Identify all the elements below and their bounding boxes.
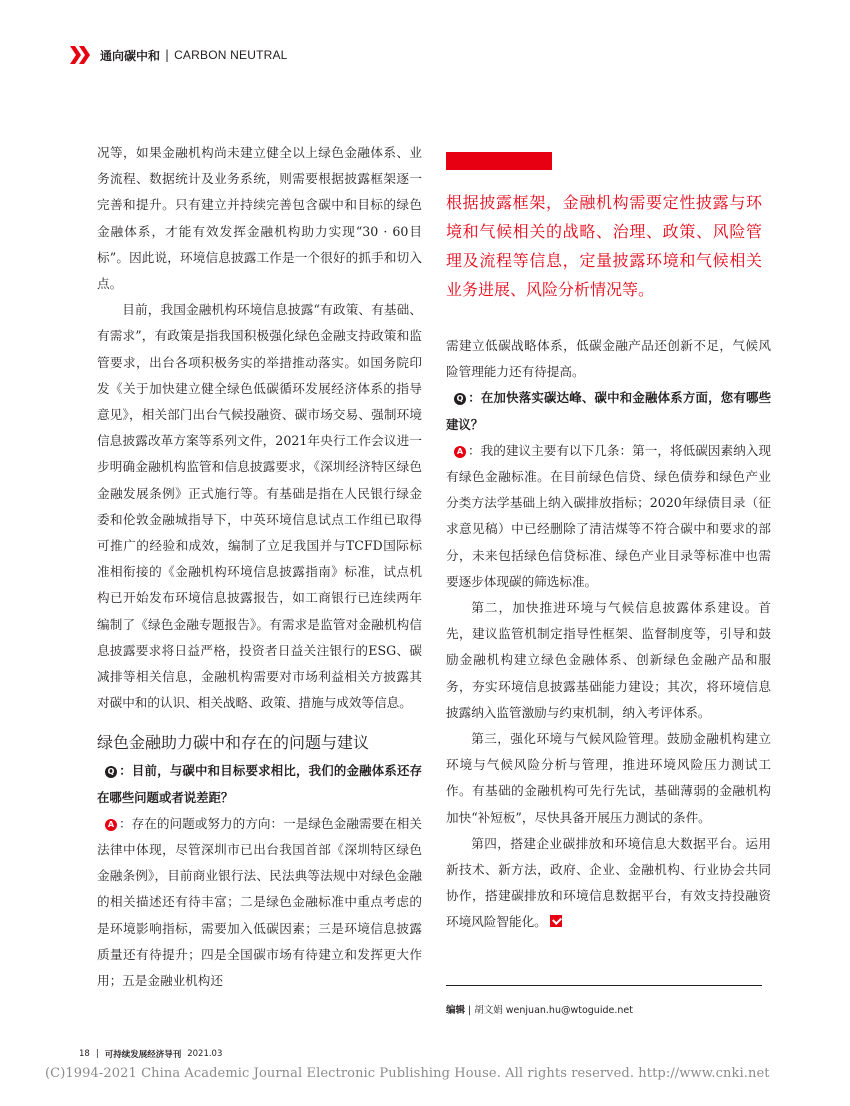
paragraph: 第三，强化环境与气候风险管理。鼓励金融机构建立环境与气候风险分析与管理，推进环境风险压力测试工作。有基础的金融机构可先行先试，基础薄弱的金融机构加快“补短板”，尽快具备开展压力测试的条件。 (446, 731, 771, 825)
pull-quote-bar (446, 152, 552, 170)
header-separator: | (165, 48, 170, 62)
end-mark-icon (550, 915, 562, 927)
double-chevron-icon (70, 46, 92, 64)
paragraph-last (446, 831, 771, 936)
answer-badge-icon: A (105, 819, 117, 831)
paragraph: 况等，如果金融机构尚未建立健全以上绿色金融体系、业务流程、数据统计及业务系统，则需要根据披露框架逐一完善和提升。只有建立并持续完善包含碳中和目标的绿色金融体系，才能有效发挥金融机构助力实现“30 · 60目标”。因此说，环境信息披露工作是一个很好的抓手和切入点。 (97, 145, 422, 292)
issue-number: 2021.03 (187, 1049, 223, 1059)
footer-separator: | (95, 1049, 99, 1059)
page-header (70, 43, 288, 67)
question-badge-icon: Q (105, 766, 117, 778)
divider (446, 985, 762, 986)
section-title: 绿色金融助力碳中和存在的问题与建议 (97, 733, 370, 753)
column-title: 通向碳中和 (100, 48, 161, 63)
question (446, 385, 771, 437)
paragraph: 第二，加快推进环境与气候信息披露体系建设。首先，建议监管机制定指导性框架、监督制度等，引导和鼓励金融机构建立绿色金融体系、创新绿色金融产品和服务，夯实环境信息披露基础能力建设；其次，将环境信息披露纳入监管激励与约束机制，纳入考评体系。 (446, 600, 771, 720)
right-column (446, 333, 771, 936)
question-text: ：目前，与碳中和目标要求相比，我们的金融体系还存在哪些问题或者说差距？ (97, 763, 422, 805)
question-badge-icon: Q (454, 393, 466, 405)
page-number: 18 (79, 1049, 90, 1059)
column-subtitle: CARBON NEUTRAL (174, 48, 288, 62)
answer (97, 811, 422, 994)
answer-text: ：我的建议主要有以下几条：第一，将低碳因素纳入现有绿色金融标准。在目前绿色信贷、绿色债券和绿色产业分类方法学基础上纳入碳排放指标；2020年绿债目录（征求意见稿）中已经删除了清洁煤等不符合碳中和要求的部分，未来包括绿色信贷标准、绿色产业目录等标准中也需要逐步体现碳的筛选标准。 (446, 442, 771, 589)
pull-quote: 根据披露框架，金融机构需要定性披露与环境和气候相关的战略、治理、政策、风险管理及流程等信息，定量披露环境和气候相关业务进展、风险分析情况等。 (446, 193, 762, 299)
answer-text: ：存在的问题或努力的方向：一是绿色金融需要在相关法律中体现，尽管深圳市已出台我国首部《深圳特区绿色金融条例》，目前商业银行法、民法典等法规中对绿色金融的相关描述还有待丰富；二是绿色金融标准中重点考虑的是环境影响指标，需要加入低碳因素；三是环境信息披露质量还有待提升；四是全国碳市场有待建立和发挥更大作用；五是金融业机构还 (97, 815, 422, 989)
editor-label: 编辑 (446, 1005, 466, 1016)
question-text: ：在加快落实碳达峰、碳中和金融体系方面，您有哪些建议？ (446, 390, 771, 432)
journal-name: 可持续发展经济导刊 (104, 1050, 182, 1060)
left-column (97, 140, 422, 994)
editor-credit (446, 1002, 633, 1016)
answer (446, 438, 771, 595)
paragraph: 目前，我国金融机构环境信息披露“有政策、有基础、有需求”，有政策是指我国积极强化绿色金融支持政策和监管要求，出台各项积极务实的举措推动落实。如国务院印发《关于加快建立健全绿色低碳循环发展经济体系的指导意见》，相关部门出台气候投融资、碳市场交易、强制环境信息披露改革方案等系列文件，2021年央行工作会议进一步明确金融机构监管和信息披露要求，《深圳经济特区绿色金融发展条例》正式施行等。有基础是指在人民银行绿金委和伦敦金融城指导下，中英环境信息试点工作组已取得可推广的经验和成效，编制了立足我国并与TCFD国际标准相衔接的《金融机构环境信息披露指南》标准，试点机构已开始发布环境信息披露报告，如工商银行已连续两年编制了《绿色金融专题报告》。有需求是监管对金融机构信息披露要求将日益严格，投资者日益关注银行的ESG、碳减排等相关信息，金融机构需要对市场利益相关方披露其对碳中和的认识、相关战略、政策、措施与成效等信息。 (97, 302, 422, 711)
editor-name-email: 胡文娟 wenjuan.hu@wtoguide.net (474, 1005, 633, 1016)
page-footer (79, 1048, 222, 1060)
question (97, 758, 422, 810)
paragraph: 需建立低碳战略体系，低碳金融产品还创新不足，气候风险管理能力还有待提高。 (446, 338, 771, 380)
paragraph-text: 第四，搭建企业碳排放和环境信息大数据平台。运用新技术、新方法，政府、企业、金融机构、行业协会共同协作，搭建碳排放和环境信息数据平台，有效支持投融资环境风险智能化。 (446, 835, 771, 930)
answer-badge-icon: A (454, 446, 466, 458)
editor-separator: | (468, 1005, 472, 1016)
copyright-notice: (C)1994-2021 China Academic Journal Electronic Publishing House. All rights reserved. http://www.cnki.net (45, 1066, 770, 1081)
